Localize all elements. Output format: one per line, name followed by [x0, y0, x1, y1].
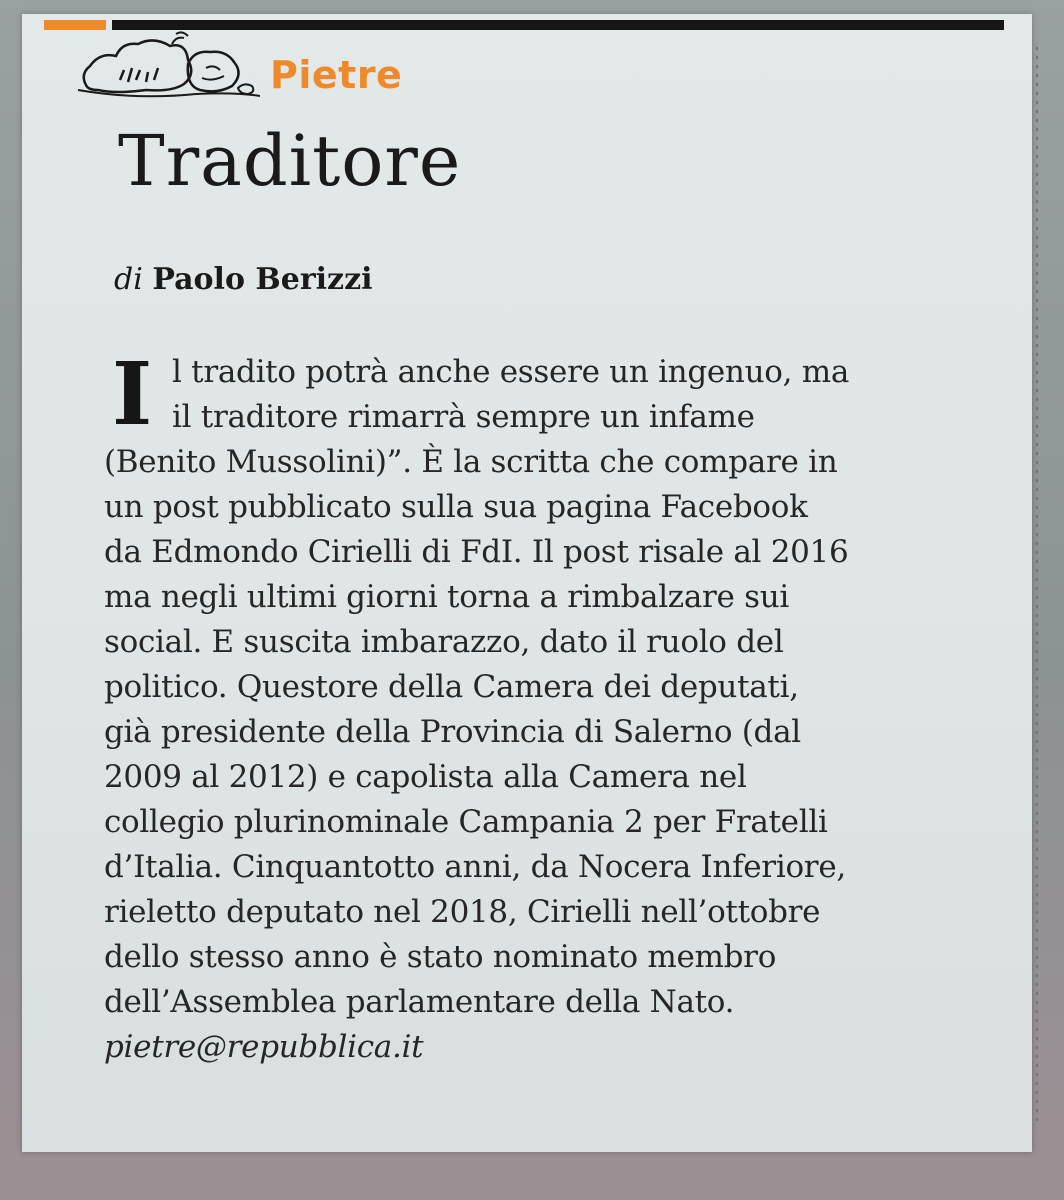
- article-line: (Benito Mussolini)”. È la scritta che compare in: [104, 444, 838, 480]
- article-line: già presidente della Provincia di Salerno (dal: [104, 714, 801, 750]
- article-line: il traditore rimarrà sempre un infame: [172, 399, 755, 435]
- article-line: l tradito potrà anche essere un ingenuo, ma: [172, 354, 850, 390]
- article-line: d’Italia. Cinquantotto anni, da Nocera Inferiore,: [104, 849, 846, 885]
- headline: Traditore: [118, 120, 462, 202]
- byline-prefix: di: [114, 262, 143, 297]
- article-line: dell’Assemblea parlamentare della Nato.: [104, 984, 735, 1020]
- byline: [114, 258, 373, 302]
- accent-rule: [44, 20, 106, 30]
- article-line: un post pubblicato sulla sua pagina Facebook: [104, 489, 808, 525]
- article-line: social. E suscita imbarazzo, dato il ruolo del: [104, 624, 784, 660]
- article-line: 2009 al 2012) e capolista alla Camera nel: [104, 759, 747, 795]
- article-line: collegio plurinominale Campania 2 per Fratelli: [104, 804, 828, 840]
- article-line: politico. Questore della Camera dei deputati,: [104, 669, 799, 705]
- article-line: da Edmondo Cirielli di FdI. Il post risale al 2016: [104, 534, 849, 570]
- section-title: Pietre: [270, 53, 403, 97]
- article-line: dello stesso anno è stato nominato membro: [104, 939, 777, 975]
- article-line: rieletto deputato nel 2018, Cirielli nell’ottobre: [104, 894, 821, 930]
- article-line: ma negli ultimi giorni torna a rimbalzare sui: [104, 579, 790, 615]
- top-rule: [112, 20, 1004, 30]
- stones-icon: [76, 30, 262, 100]
- dotted-margin: [1034, 44, 1040, 1124]
- author-name: Paolo Berizzi: [152, 262, 373, 297]
- drop-cap: I: [112, 344, 153, 445]
- contact-email: pietre@repubblica.it: [104, 1029, 424, 1065]
